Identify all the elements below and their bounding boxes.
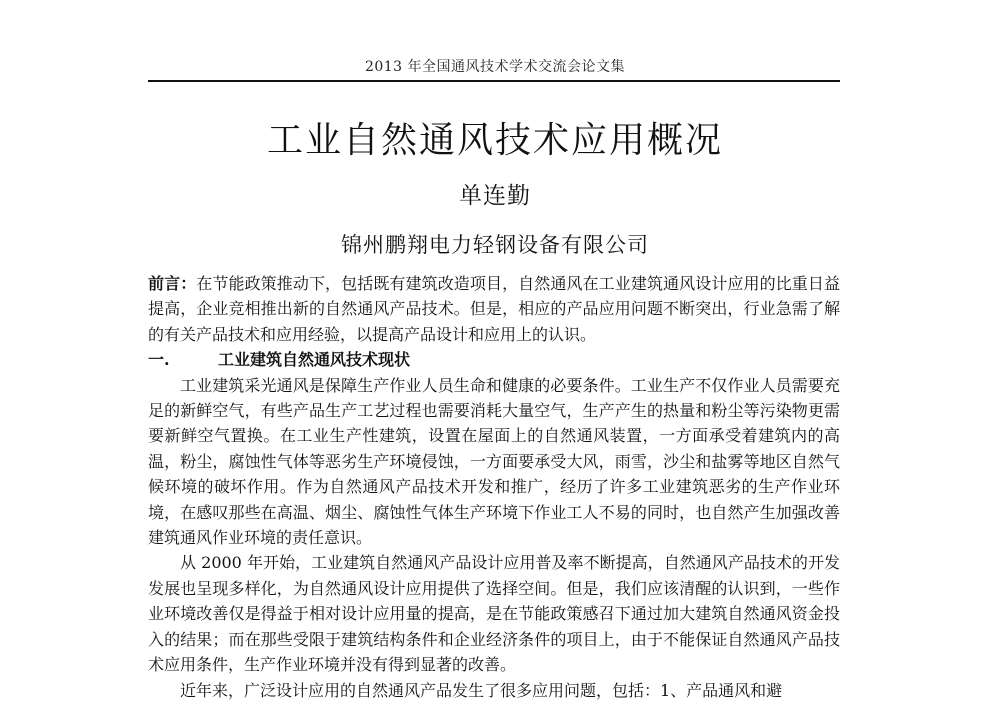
body-paragraph: 工业建筑采光通风是保障生产作业人员生命和健康的必要条件。工业生产不仅作业人员需要充足的新鲜空气，有些产品生产工艺过程也需要消耗大量空气，生产产生的热量和粉尘等污染物更需要新鲜空气置换。在工业生产性建筑，设置在屋面上的自然通风装置，一方面承受着建筑内的高温，粉尘，腐蚀性气体等恶劣生产环境侵蚀，一方面要承受大风，雨雪，沙尘和盐雾等地区自然气候环境的破坏作用。作为自然通风产品技术开发和推广，经历了许多工业建筑恶劣的生产作业环境，在感叹那些在高温、烟尘、腐蚀性气体生产环境下作业工人不易的同时，也自然产生加强改善建筑通风作业环境的责任意识。 (148, 375, 840, 548)
section-number: 一. (148, 350, 170, 370)
header-rule (148, 80, 840, 82)
paper-title: 工业自然通风技术应用概况 (266, 120, 723, 161)
body-paragraph: 从 2000 年开始，工业建筑自然通风产品设计应用普及率不断提高，自然通风产品技术的开发发展也呈现多样化，为自然通风设计应用提供了选择空间。但是，我们应该清醒的认识到，一些作业环境改善仅是得益于相对设计应用量的提高，是在节能政策感召下通过加大建筑自然通风资金投入的结果；而在那些受限于建筑结构条件和企业经济条件的项目上，由于不能保证自然通风产品技术应用条件，生产作业环境并没有得到显著的改善。 (148, 553, 840, 675)
preface-text: 在节能政策推动下，包括既有建筑改造项目，自然通风在工业建筑通风设计应用的比重日益提高，企业竞相推出新的自然通风产品技术。但是，相应的产品应用问题不断突出，行业急需了解的有关产品技术和应用经验，以提高产品设计和应用上的认识。 (148, 274, 840, 344)
section-heading-1 (148, 347, 840, 372)
author-name: 单连勤 (459, 183, 531, 209)
paper-body (148, 271, 840, 703)
author-affiliation: 锦州鹏翔电力轻钢设备有限公司 (341, 233, 649, 257)
preface-label: 前言： (148, 274, 197, 293)
preface-paragraph (148, 271, 840, 347)
body-paragraph-partial: 近年来，广泛设计应用的自然通风产品发生了很多应用问题，包括：1、产品通风和避 (180, 680, 783, 700)
section-title: 工业建筑自然通风技术现状 (218, 350, 411, 370)
running-header: 2013 年全国通风技术学术交流会论文集 (364, 59, 626, 75)
